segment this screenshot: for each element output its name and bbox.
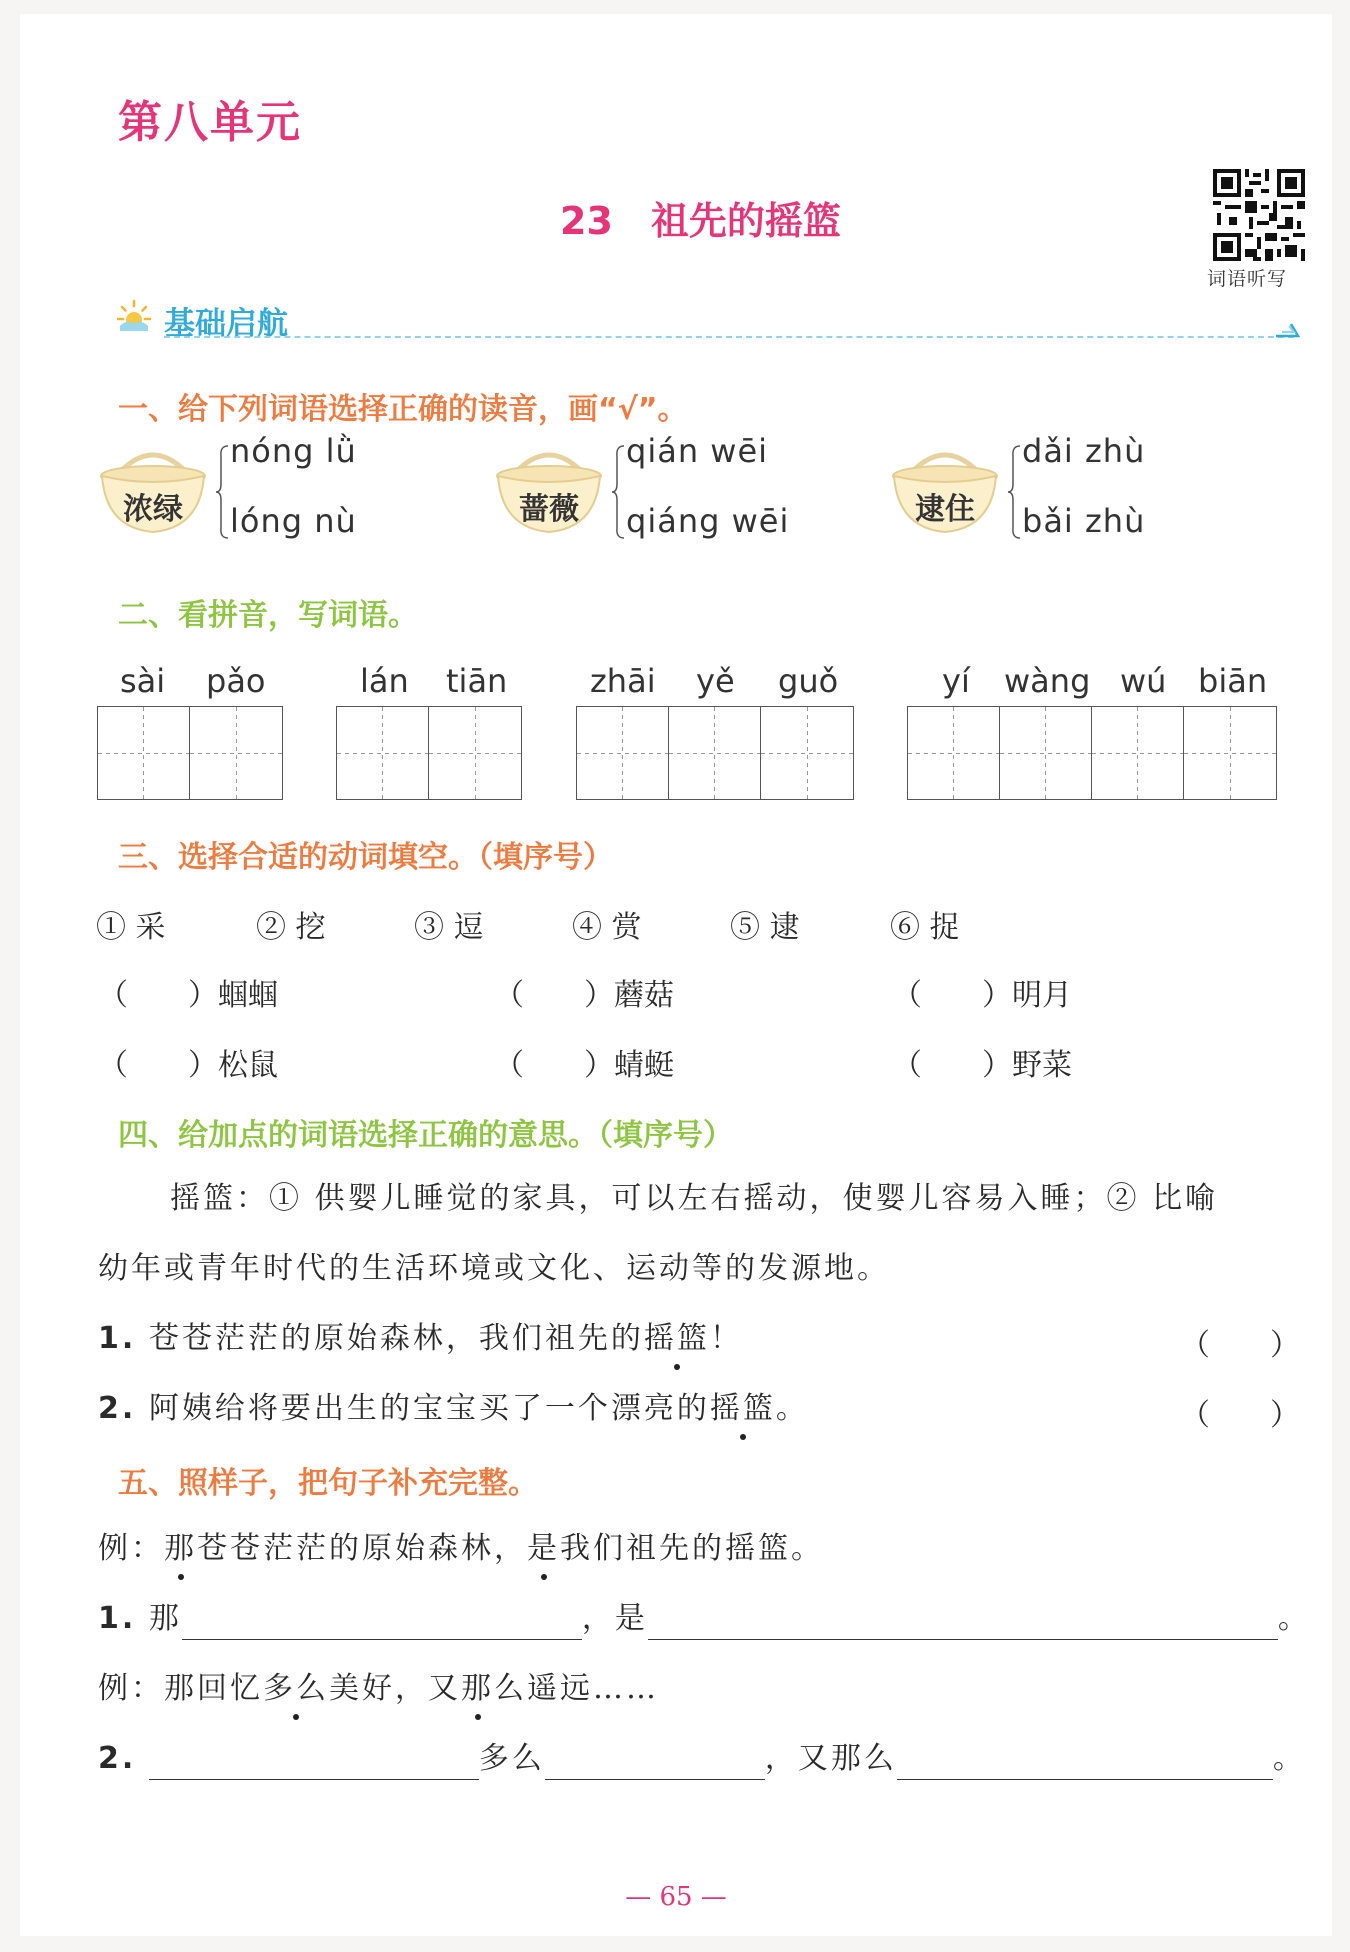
pinyin-option[interactable]: lóng nù [230, 502, 357, 540]
dotted-word: 摇篮 [710, 1388, 776, 1430]
page-number: — 65 — [625, 1882, 727, 1912]
section-4-title: 四、给加点的词语选择正确的意思。（填序号） [118, 1118, 733, 1153]
question-end: 。 [1277, 1601, 1311, 1636]
pinyin-label: sài [120, 662, 166, 700]
section-3-title: 三、选择合适的动词填空。（填序号） [118, 840, 613, 875]
dotted-word: 那 [164, 1528, 197, 1570]
question-number: 2. [98, 1741, 137, 1776]
question-text: ，是 [581, 1601, 648, 1636]
word-qiangwei: 蔷薇 [519, 492, 579, 527]
pinyin-label: pǎo [206, 662, 266, 700]
writing-cell[interactable] [98, 707, 190, 799]
pinyin-label: biān [1198, 662, 1268, 700]
writing-cell[interactable] [577, 707, 669, 799]
definition-text: 幼年或青年时代的生活环境或文化、运动等的发源地。 [98, 1251, 890, 1286]
pinyin-label: lán [360, 662, 409, 700]
pinyin-label: tiān [446, 662, 508, 700]
nav-divider [164, 336, 1294, 338]
question-5-1 [98, 1598, 1311, 1640]
verb-option: ⑤ 逮 [730, 910, 800, 945]
answer-line[interactable] [545, 1745, 765, 1780]
writing-grid[interactable] [907, 706, 1277, 800]
worksheet-page [20, 14, 1332, 1936]
fill-blank[interactable]: （ ）蘑菇 [494, 978, 674, 1013]
answer-line[interactable] [149, 1745, 479, 1780]
verb-option: ② 挖 [256, 910, 326, 945]
verb-option: ④ 赏 [572, 910, 642, 945]
pinyin-option[interactable]: nóng lǜ [230, 432, 357, 470]
definition-text: 摇篮：① 供婴儿睡觉的家具，可以左右摇动，使婴儿容易入睡；② 比喻 [170, 1181, 1219, 1216]
sun-icon [117, 299, 151, 333]
writing-cell[interactable] [908, 707, 1000, 799]
writing-cell[interactable] [761, 707, 853, 799]
verb-option: ③ 逗 [414, 910, 484, 945]
question-number: 2. [98, 1391, 137, 1426]
dotted-word: 又那么 [428, 1668, 527, 1710]
example-1 [98, 1528, 824, 1570]
question-end: ！ [709, 1321, 743, 1356]
question-end: 。 [1272, 1741, 1306, 1776]
pinyin-label: wàng [1004, 662, 1091, 700]
brace [216, 444, 230, 540]
dotted-word: 是 [527, 1528, 560, 1570]
word-nonglv: 浓绿 [123, 492, 183, 527]
pinyin-label: guǒ [778, 662, 839, 700]
section-nav-title: 基础启航 [164, 306, 288, 342]
writing-cell[interactable] [429, 707, 521, 799]
section-2-title: 二、看拼音，写词语。 [118, 598, 418, 633]
section-1-title: 一、给下列词语选择正确的读音，画“√”。 [118, 392, 688, 427]
writing-grid[interactable] [336, 706, 522, 800]
unit-title: 第八单元 [118, 97, 302, 148]
dotted-word: 摇篮 [644, 1318, 710, 1360]
answer-line[interactable] [648, 1605, 1278, 1640]
question-text: 苍苍茫茫的原始森林，我们祖先的 [148, 1321, 644, 1356]
answer-paren[interactable]: （ ） [1180, 1328, 1300, 1363]
fill-blank[interactable]: （ ）蝈蝈 [98, 978, 278, 1013]
qr-label: 词语听写 [1207, 268, 1288, 290]
fill-blank[interactable]: （ ）蜻蜓 [494, 1048, 674, 1083]
fill-blank[interactable]: （ ）松鼠 [98, 1048, 278, 1083]
dotted-word: 多么 [263, 1668, 329, 1710]
answer-line[interactable] [182, 1605, 582, 1640]
example-text: 美好， [329, 1671, 428, 1706]
pinyin-option[interactable]: bǎi zhù [1022, 502, 1146, 540]
writing-cell[interactable] [337, 707, 429, 799]
pinyin-label: yí [942, 662, 970, 700]
writing-grid[interactable] [576, 706, 854, 800]
question-5-2 [98, 1738, 1306, 1780]
question-text: ，又那么 [764, 1741, 897, 1776]
writing-cell[interactable] [1184, 707, 1276, 799]
verb-option: ⑥ 捉 [890, 910, 960, 945]
brace [612, 444, 626, 540]
arrow-icon [1274, 316, 1304, 340]
writing-cell[interactable] [190, 707, 282, 799]
lesson-number: 23 [560, 199, 613, 243]
question-number: 1. [98, 1601, 137, 1636]
pinyin-label: yě [696, 662, 735, 700]
question-end: 。 [775, 1391, 809, 1426]
example-prefix: 例： [98, 1531, 164, 1566]
question-number: 1. [98, 1321, 137, 1356]
answer-line[interactable] [897, 1745, 1273, 1780]
example-text: 我们祖先的摇篮。 [560, 1531, 824, 1566]
example-prefix: 例：那回忆 [98, 1671, 263, 1706]
brace [1008, 444, 1022, 540]
question-text: 那 [148, 1601, 182, 1636]
pinyin-label: zhāi [590, 662, 656, 700]
writing-cell[interactable] [1000, 707, 1092, 799]
verb-option: ① 采 [96, 910, 166, 945]
writing-grid[interactable] [97, 706, 283, 800]
fill-blank[interactable]: （ ）明月 [892, 978, 1072, 1013]
example-text: 遥远…… [527, 1671, 659, 1706]
pinyin-option[interactable]: qián wēi [626, 432, 769, 470]
question-4-1 [98, 1318, 743, 1360]
pinyin-option[interactable]: qiáng wēi [626, 502, 790, 540]
pinyin-option[interactable]: dǎi zhù [1022, 432, 1146, 470]
answer-paren[interactable]: （ ） [1180, 1398, 1300, 1433]
question-text: 阿姨给将要出生的宝宝买了一个漂亮的 [148, 1391, 710, 1426]
example-2 [98, 1668, 659, 1710]
pinyin-label: wú [1120, 662, 1167, 700]
qr-code-icon[interactable] [1213, 169, 1305, 261]
example-text: 苍苍茫茫的原始森林， [197, 1531, 527, 1566]
fill-blank[interactable]: （ ）野菜 [892, 1048, 1072, 1083]
lesson-title [560, 190, 841, 245]
question-4-2 [98, 1388, 809, 1430]
question-text: 多么 [478, 1741, 545, 1776]
section-5-title: 五、照样子，把句子补充完整。 [118, 1466, 538, 1501]
word-daizhu: 逮住 [915, 492, 975, 527]
writing-cell[interactable] [1092, 707, 1184, 799]
writing-cell[interactable] [669, 707, 761, 799]
lesson-name: 祖先的摇篮 [650, 199, 841, 243]
